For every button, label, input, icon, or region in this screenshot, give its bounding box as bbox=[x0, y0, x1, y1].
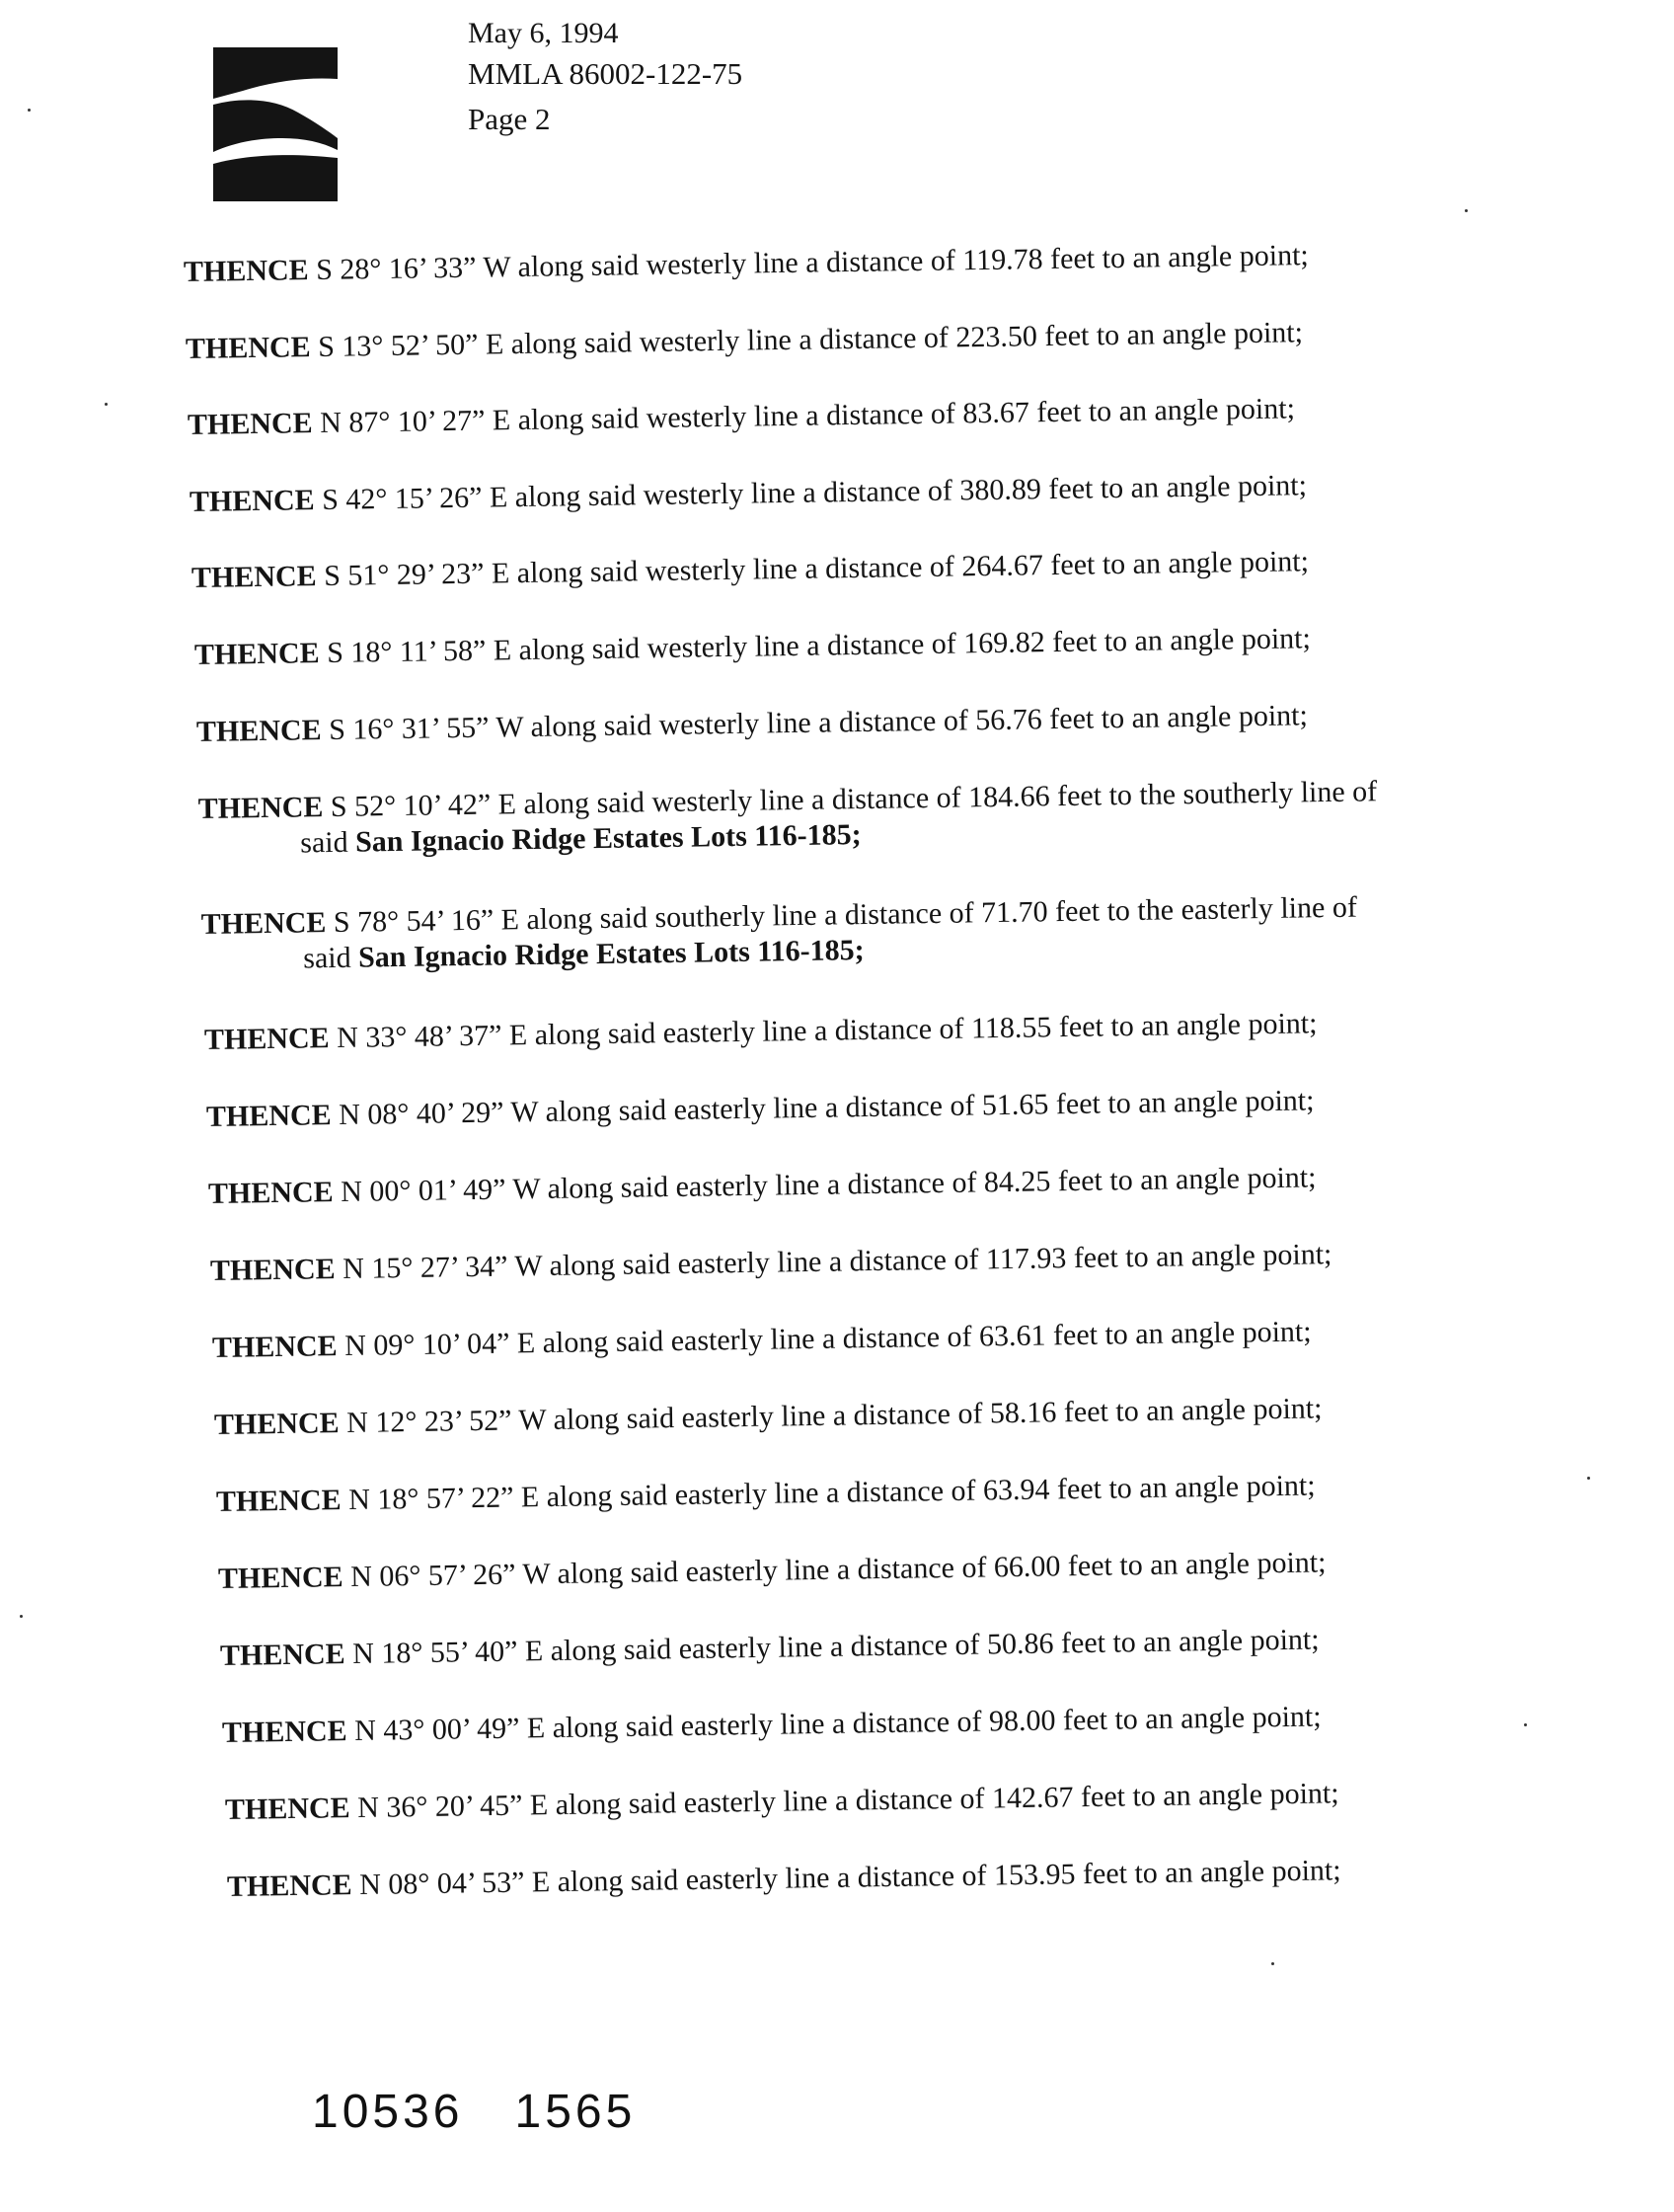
boundary-call bbox=[208, 1160, 1317, 1212]
call-text: N 12° 23’ 52” W along said easterly line a distance of 58.16 feet to an angle point; bbox=[345, 1392, 1323, 1440]
boundary-call bbox=[194, 621, 1311, 673]
call-keyword: THENCE bbox=[209, 1253, 336, 1287]
header-date: May 6, 1994 bbox=[468, 17, 619, 49]
call-text: S 42° 15’ 26” E along said westerly line a distance of 380.89 feet to an angle point; bbox=[321, 469, 1308, 517]
call-keyword: THENCE bbox=[183, 254, 309, 288]
call-text: N 43° 00’ 49” E along said easterly line a distance of 98.00 feet to an angle point; bbox=[353, 1700, 1322, 1748]
call-text: N 08° 04’ 53” E along said easterly line a distance of 153.95 feet to an angle point; bbox=[358, 1854, 1341, 1902]
call-continuation: said San Ignacio Ridge Estates Lots 116-185; bbox=[300, 818, 862, 860]
boundary-call bbox=[184, 238, 1309, 290]
call-keyword: THENCE bbox=[190, 560, 317, 594]
call-keyword: THENCE bbox=[205, 1099, 332, 1133]
call-keyword: THENCE bbox=[195, 714, 322, 748]
boundary-call bbox=[222, 1699, 1322, 1751]
boundary-call bbox=[227, 1853, 1341, 1905]
call-keyword: THENCE bbox=[217, 1561, 343, 1595]
call-text: N 33° 48’ 37” E along said easterly line a distance of 118.55 feet to an angle point; bbox=[336, 1007, 1318, 1055]
header-page-number: Page 2 bbox=[468, 102, 551, 136]
boundary-call bbox=[197, 774, 1377, 863]
boundary-call bbox=[216, 1468, 1316, 1520]
call-text: S 13° 52’ 50” E along said westerly line a distance of 223.50 feet to an angle point; bbox=[317, 316, 1304, 364]
call-keyword: THENCE bbox=[215, 1484, 342, 1518]
call-text: N 18° 55’ 40” E along said easterly line a distance of 50.86 feet to an angle point; bbox=[351, 1623, 1320, 1671]
call-keyword: THENCE bbox=[203, 1022, 330, 1056]
call-keyword: THENCE bbox=[193, 637, 320, 671]
call-keyword: THENCE bbox=[219, 1638, 345, 1672]
call-keyword: THENCE bbox=[197, 791, 324, 826]
boundary-call bbox=[210, 1237, 1332, 1289]
call-text: S 28° 16’ 33” W along said westerly line a distance of 119.78 feet to an angle point; bbox=[315, 239, 1309, 287]
call-keyword: THENCE bbox=[211, 1330, 338, 1364]
boundary-call bbox=[220, 1622, 1320, 1674]
call-text: N 00° 01’ 49” W along said easterly line a distance of 84.25 feet to an angle point; bbox=[340, 1161, 1317, 1209]
scan-speck bbox=[20, 1615, 23, 1618]
call-keyword: THENCE bbox=[207, 1176, 334, 1210]
scan-speck bbox=[1465, 209, 1468, 212]
call-text: N 36° 20’ 45” E along said easterly line a distance of 142.67 feet to an angle point; bbox=[356, 1777, 1339, 1825]
scan-speck bbox=[1524, 1723, 1527, 1726]
call-keyword: THENCE bbox=[189, 484, 315, 518]
book-number: 10536 bbox=[312, 2086, 464, 2138]
scan-speck bbox=[1271, 1962, 1274, 1965]
header-reference: MMLA 86002-122-75 bbox=[468, 56, 743, 91]
call-text: N 87° 10’ 27” E along said westerly line a distance of 83.67 feet to an angle point; bbox=[319, 392, 1296, 440]
subdivision-name: San Ignacio Ridge Estates Lots 116-185; bbox=[354, 818, 862, 859]
call-text: N 08° 40’ 29” W along said easterly line a distance of 51.65 feet to an angle point; bbox=[338, 1084, 1315, 1132]
call-keyword: THENCE bbox=[226, 1869, 352, 1903]
boundary-call bbox=[225, 1776, 1339, 1828]
call-keyword: THENCE bbox=[213, 1407, 340, 1441]
subdivision-name: San Ignacio Ridge Estates Lots 116-185; bbox=[357, 934, 865, 974]
scan-speck bbox=[28, 109, 31, 112]
stamp-page-number: 1565 bbox=[514, 2086, 637, 2138]
boundary-call bbox=[190, 468, 1307, 520]
boundary-call bbox=[186, 315, 1303, 367]
boundary-call bbox=[196, 698, 1308, 750]
boundary-call bbox=[188, 391, 1295, 443]
boundary-call bbox=[206, 1083, 1315, 1135]
scan-speck bbox=[1587, 1477, 1590, 1480]
call-text: S 78° 54’ 16” E along said southerly line a distance of 71.70 feet to the easterly line of bbox=[333, 890, 1358, 940]
scan-speck bbox=[105, 403, 108, 406]
call-text: S 52° 10’ 42” E along said westerly line a distance of 184.66 feet to the southerly line of bbox=[330, 775, 1378, 824]
call-text: N 18° 57’ 22” E along said easterly line a distance of 63.94 feet to an angle point; bbox=[347, 1469, 1316, 1517]
call-text: N 09° 10’ 04” E along said easterly line a distance of 63.61 feet to an angle point; bbox=[343, 1315, 1312, 1363]
call-keyword: THENCE bbox=[221, 1715, 347, 1749]
call-keyword: THENCE bbox=[185, 331, 311, 365]
boundary-call bbox=[212, 1314, 1312, 1366]
call-keyword: THENCE bbox=[224, 1792, 350, 1826]
call-keyword: THENCE bbox=[187, 407, 313, 441]
call-text: N 15° 27’ 34” W along said easterly line a distance of 117.93 feet to an angle point; bbox=[342, 1238, 1332, 1286]
call-text: S 16° 31’ 55” W along said westerly line a distance of 56.76 feet to an angle point; bbox=[328, 699, 1309, 747]
boundary-call bbox=[200, 890, 1357, 978]
boundary-call bbox=[191, 544, 1309, 596]
call-text: S 51° 29’ 23” E along said westerly line a distance of 264.67 feet to an angle point; bbox=[323, 545, 1310, 593]
call-text: N 06° 57’ 26” W along said easterly line a distance of 66.00 feet to an angle point; bbox=[349, 1546, 1327, 1594]
call-text: S 18° 11’ 58” E along said westerly line a distance of 169.82 feet to an angle point; bbox=[326, 622, 1312, 670]
boundary-call bbox=[218, 1545, 1327, 1597]
call-continuation: said San Ignacio Ridge Estates Lots 116-185; bbox=[303, 934, 865, 975]
boundary-call bbox=[204, 1006, 1318, 1058]
boundary-call bbox=[214, 1391, 1323, 1443]
recording-stamp bbox=[312, 2085, 636, 2139]
call-keyword: THENCE bbox=[200, 906, 327, 942]
